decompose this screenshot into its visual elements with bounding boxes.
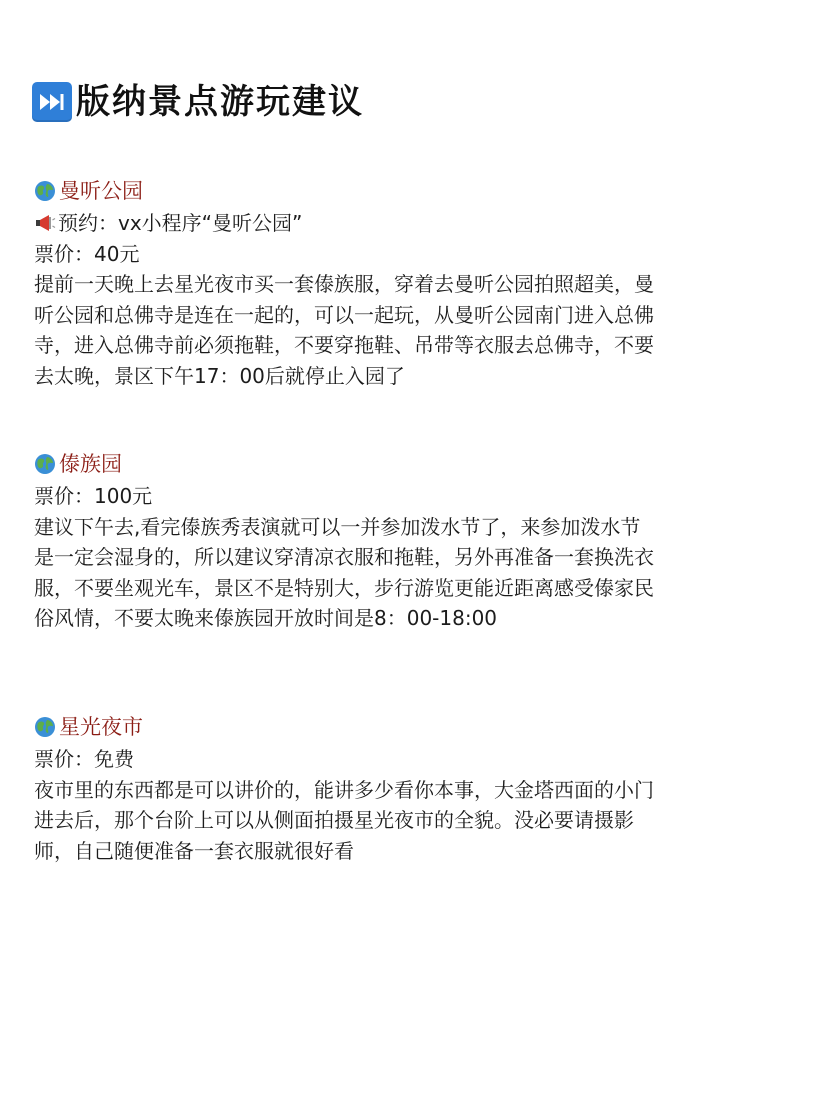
description-line: 提前一天晚上去星光夜市买一套傣族服，穿着去曼听公园拍照超美，曼 (34, 272, 654, 296)
section-night-market (34, 712, 794, 866)
section-title: 傣族园 (59, 452, 122, 476)
title-row (32, 80, 364, 124)
description-line: 是一定会湿身的，所以建议穿清凉衣服和拖鞋，另外再准备一套换洗衣 (34, 545, 654, 569)
description (34, 269, 794, 391)
section-header (34, 176, 794, 206)
reservation-text: 预约：vx小程序“曼听公园” (58, 211, 303, 235)
description (34, 512, 794, 634)
globe-icon (34, 180, 56, 202)
price-text: 票价：40元 (34, 241, 140, 266)
price-text: 票价：100元 (34, 484, 153, 508)
description-line: 去太晚，景区下午17：00后就停止入园了 (34, 363, 405, 388)
page-title: 版纳景点游玩建议 (76, 82, 364, 122)
description-line: 师，自己随便准备一套衣服就很好看 (34, 838, 354, 863)
description-line: 俗风情，不要太晚来傣族园开放时间是8：00-18:00 (34, 606, 498, 630)
section-dai-park (34, 449, 794, 634)
section-title: 曼听公园 (59, 179, 143, 203)
fast-forward-icon (32, 82, 72, 122)
section-header (34, 449, 794, 479)
description-line: 夜市里的东西都是可以讲价的，能讲多少看你本事，大金塔西面的小门 (34, 777, 654, 802)
description-line: 建议下午去,看完傣族秀表演就可以一并参加泼水节了，来参加泼水节 (34, 514, 641, 539)
reservation-line (34, 208, 794, 239)
description (34, 775, 794, 867)
globe-icon (34, 453, 56, 475)
description-line: 服，不要坐观光车，景区不是特别大，步行游览更能近距离感受傣家民 (34, 575, 654, 600)
globe-icon (34, 716, 56, 738)
description-line: 进去后，那个台阶上可以从侧面拍摄星光夜市的全貌。没必要请摄影 (34, 808, 634, 832)
section-manting-park (34, 176, 794, 391)
megaphone-icon (34, 213, 56, 233)
description-line: 寺，进入总佛寺前必须拖鞋，不要穿拖鞋、吊带等衣服去总佛寺，不要 (34, 333, 654, 357)
price-text: 票价：免费 (34, 747, 134, 771)
section-header (34, 712, 794, 742)
section-title: 星光夜市 (59, 715, 143, 739)
description-line: 听公园和总佛寺是连在一起的，可以一起玩，从曼听公园南门进入总佛 (34, 302, 654, 327)
